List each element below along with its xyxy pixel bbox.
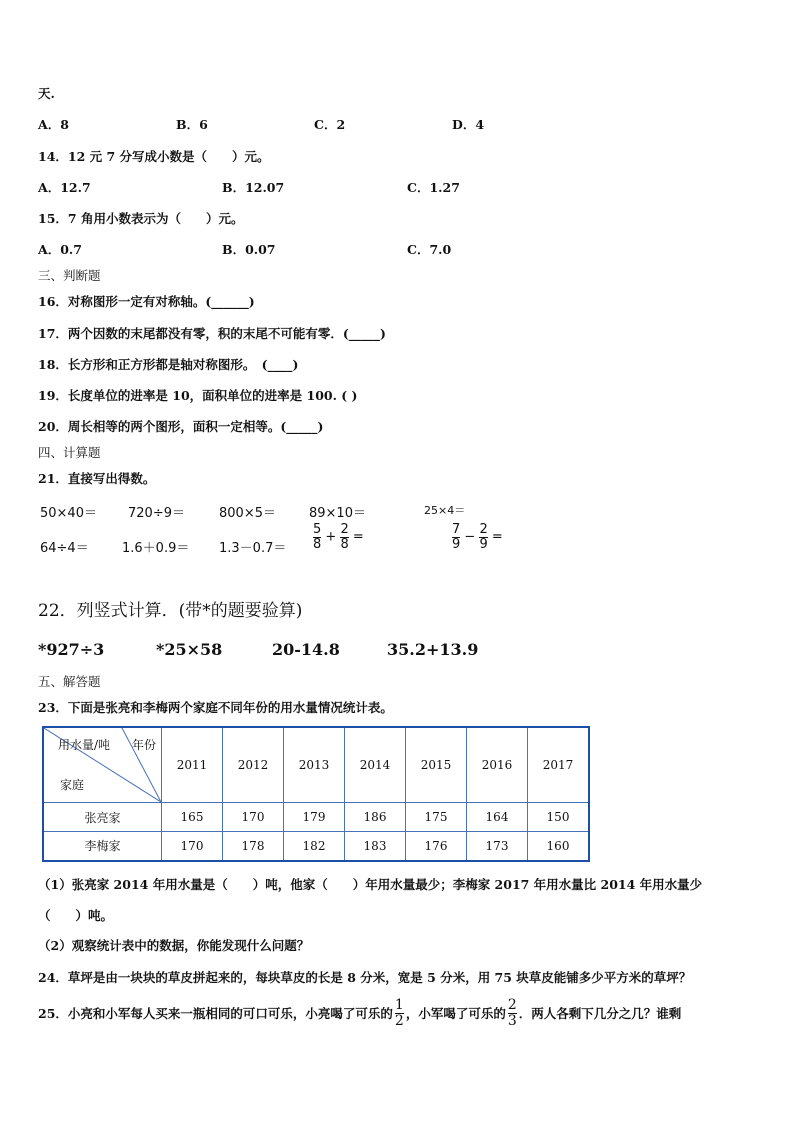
section-4-heading: 四、计算题 [38,445,101,460]
denominator: 9 [479,536,488,552]
fraction-expression-2 [452,523,503,551]
q14-option-a[interactable]: A．12.7 [38,180,91,195]
year-header: 2012 [223,727,284,803]
year-header: 2015 [406,727,467,803]
table-cell: 173 [467,832,528,861]
equals: = [352,529,364,545]
table-cell: 165 [162,803,223,832]
table-cell: 182 [284,832,345,861]
denominator: 8 [313,536,322,552]
table-cell: 170 [223,803,284,832]
table-row [43,832,589,861]
q25-text-3: ．两人各剩下几分之几？谁剩 [518,1006,682,1021]
year-header: 2014 [345,727,406,803]
fraction-expression-1 [313,523,364,551]
numerator: 2 [340,522,349,537]
vertical-calc-item: 35.2+13.9 [387,640,479,659]
question-15: 15．7 角用小数表示为（ ）元。 [38,211,244,226]
calc-item: 1.3－0.7＝ [219,541,287,556]
table-cell: 178 [223,832,284,861]
question-22-title: 22．列竖式计算．(带*的题要验算) [38,601,303,621]
question-25 [38,995,681,1031]
question-16: 16．对称图形一定有对称轴。(______) [38,294,255,309]
q15-option-b[interactable]: B．0.07 [222,242,276,257]
table-cell: 186 [345,803,406,832]
q13-option-c[interactable]: C．2 [314,117,346,132]
question-23-part-2: （2）观察统计表中的数据，你能发现什么问题？ [38,938,310,953]
year-header: 2013 [284,727,345,803]
operator: − [464,529,476,545]
question-17: 17．两个因数的末尾都没有零，积的末尾不可能有零．(_____) [38,326,386,341]
question-14: 14．12 元 7 分写成小数是（ ）元。 [38,149,270,164]
denominator: 9 [452,536,461,552]
header-year-label: 年份 [132,738,157,752]
section-5-heading: 五、解答题 [38,674,101,689]
question-24: 24．草坪是由一块块的草皮拼起来的，每块草皮的长是 8 分米，宽是 5 分米，用 75 块草皮能铺多少平方米的草坪？ [38,970,692,985]
question-19: 19．长度单位的进率是 10，面积单位的进率是 100. ( ) [38,388,358,403]
header-family-label: 家庭 [60,778,85,792]
denominator: 3 [507,1012,517,1029]
numerator: 2 [507,996,517,1013]
fraction-half [395,998,404,1028]
vertical-calc-item: *927÷3 [38,640,105,659]
q25-text-2: ，小军喝了可乐的 [405,1006,506,1021]
calc-item: 89×10＝ [309,506,366,521]
question-21: 21．直接写出得数。 [38,471,156,486]
water-usage-table [42,726,590,862]
numerator: 1 [394,996,404,1013]
denominator: 8 [340,536,349,552]
table-cell: 183 [345,832,406,861]
calc-item: 1.6＋0.9＝ [122,541,190,556]
calc-item: 64÷4＝ [40,541,89,556]
numerator: 2 [479,522,488,537]
q14-option-c[interactable]: C．1.27 [407,180,460,195]
table-diagonal-header [43,727,162,803]
table-cell: 179 [284,803,345,832]
calc-item: 800×5＝ [219,506,276,521]
calc-item: 25×4＝ [424,504,466,517]
family-name: 李梅家 [43,832,162,861]
q15-option-c[interactable]: C．7.0 [407,242,452,257]
vertical-calc-item: 20-14.8 [272,640,340,659]
q14-option-b[interactable]: B．12.07 [222,180,285,195]
table-row [43,803,589,832]
section-3-heading: 三、判断题 [38,268,101,283]
question-23: 23．下面是张亮和李梅两个家庭不同年份的用水量情况统计表。 [38,700,393,715]
table-cell: 160 [528,832,590,861]
table-cell: 150 [528,803,590,832]
table-cell: 164 [467,803,528,832]
fraction-two-thirds [508,998,517,1028]
numerator: 7 [452,522,461,537]
year-header: 2011 [162,727,223,803]
vertical-calc-item: *25×58 [156,640,223,659]
calc-item: 720÷9＝ [128,506,185,521]
question-23-part-1: （1）张亮家 2014 年用水量是（ ）吨，他家（ ）年用水量最少；李梅家 2017 年用水量比 2014 年用水量少 [38,877,703,892]
table-cell: 175 [406,803,467,832]
header-usage-label: 用水量/吨 [58,738,111,752]
equals: = [491,529,503,545]
year-header: 2016 [467,727,528,803]
table-cell: 170 [162,832,223,861]
question-20: 20．周长相等的两个图形，面积一定相等。(_____) [38,419,324,434]
q25-text-1: 25．小亮和小军每人买来一瓶相同的可口可乐，小亮喝了可乐的 [38,1006,393,1021]
year-header: 2017 [528,727,590,803]
numerator: 5 [313,522,322,537]
calc-item: 50×40＝ [40,506,97,521]
line-fragment: 天. [38,86,55,101]
denominator: 2 [394,1012,404,1029]
question-18: 18．长方形和正方形都是轴对称图形。 (____) [38,357,299,372]
question-23-part-1-cont: （ ）吨。 [38,908,114,923]
q13-option-b[interactable]: B．6 [176,117,208,132]
q13-option-d[interactable]: D．4 [452,117,485,132]
operator: + [325,529,337,545]
table-cell: 176 [406,832,467,861]
table-header-row [43,727,589,803]
q15-option-a[interactable]: A．0.7 [38,242,82,257]
q13-option-a[interactable]: A．8 [38,117,69,132]
family-name: 张亮家 [43,803,162,832]
